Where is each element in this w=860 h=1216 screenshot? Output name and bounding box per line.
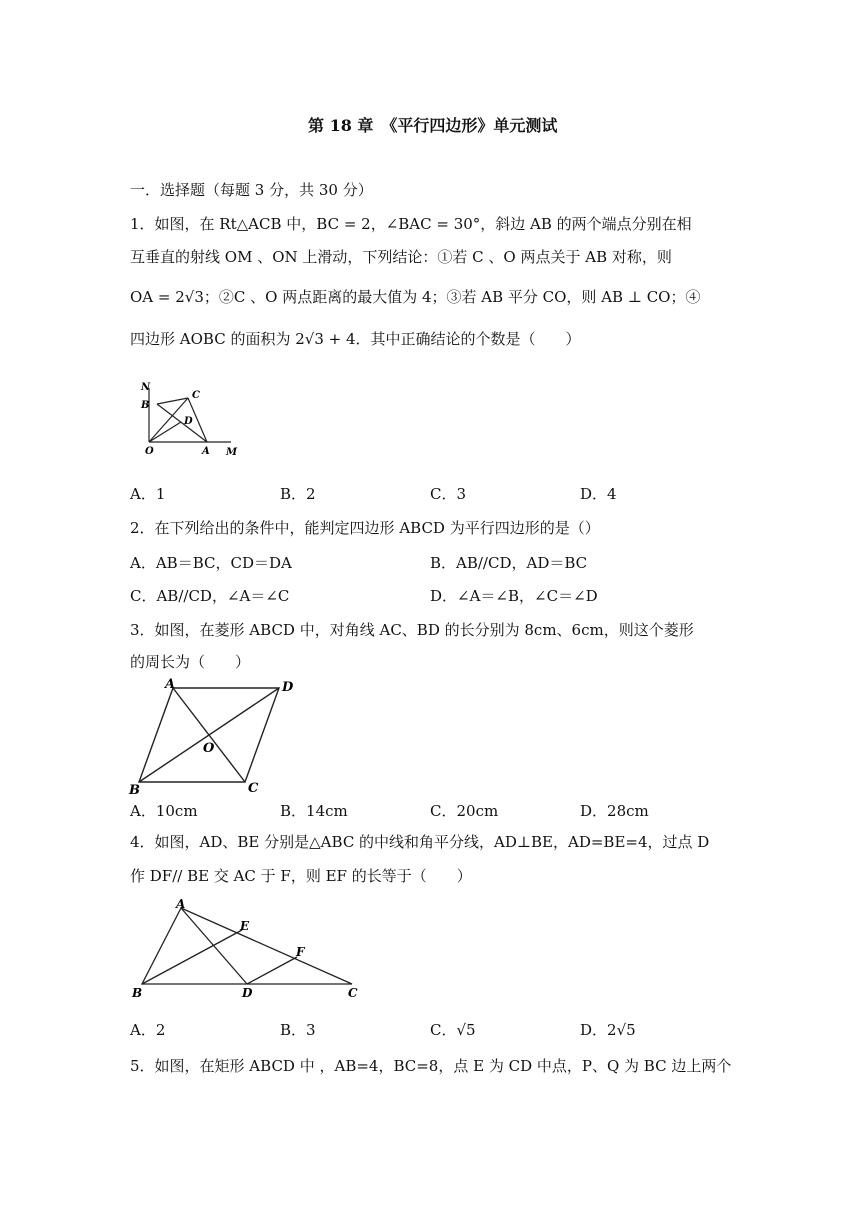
question-2-line-1: 2．在下列给出的条件中，能判定四边形 ABCD 为平行四边形的是（） — [130, 519, 600, 537]
question-1-line-3: OA = 2√3；②C 、O 两点距离的最大值为 4；③若 AB 平分 CO，则 AB ⊥ CO；④ — [130, 288, 701, 306]
fig4-label-e: E — [240, 919, 250, 933]
fig3-label-o: O — [203, 741, 215, 756]
fig1-label-n: N — [141, 382, 151, 393]
question-4-line-2: 作 DF// BE 交 AC 于 F，则 EF 的长等于（ ） — [130, 867, 472, 885]
figure-q1 — [135, 378, 250, 460]
q3-option-c[interactable]: C．20cm — [430, 802, 499, 820]
fig3-label-b: B — [129, 783, 140, 798]
q3-option-d[interactable]: D．28cm — [580, 802, 649, 820]
question-4-line-1: 4．如图，AD、BE 分别是△ABC 的中线和角平分线，AD⊥BE，AD=BE=4，过点 D — [130, 833, 710, 851]
question-1-line-2: 互垂直的射线 OM 、ON 上滑动，下列结论：①若 C 、O 两点关于 AB 对称，则 — [130, 248, 672, 266]
page-title: 第 18 章 《平行四边形》单元测试 — [308, 116, 558, 135]
fig1-label-a: A — [202, 446, 210, 457]
q4-option-b[interactable]: B．3 — [280, 1021, 316, 1039]
fig4-label-c: C — [348, 986, 358, 1000]
q1-option-b[interactable]: B．2 — [280, 485, 316, 503]
section-heading: 一．选择题（每题 3 分，共 30 分） — [130, 181, 373, 199]
fig3-label-d: D — [282, 680, 294, 695]
q1-option-d[interactable]: D．4 — [580, 485, 617, 503]
question-3-line-1: 3．如图，在菱形 ABCD 中，对角线 AC、BD 的长分别为 8cm、6cm，则这个菱形 — [130, 621, 694, 639]
fig1-label-d: D — [184, 416, 193, 427]
fig4-label-f: F — [296, 945, 305, 959]
figure-q4 — [128, 896, 364, 1002]
fig1-label-b: B — [141, 400, 150, 411]
q3-option-a[interactable]: A．10cm — [130, 802, 198, 820]
question-3-line-2: 的周长为（ ） — [130, 653, 251, 671]
fig3-label-a: A — [165, 677, 176, 692]
q4-option-a[interactable]: A．2 — [130, 1021, 166, 1039]
fig3-label-c: C — [248, 781, 259, 796]
question-1-line-1: 1．如图，在 Rt△ACB 中，BC = 2，∠BAC = 30°，斜边 AB 的两个端点分别在相 — [130, 215, 692, 233]
q1-option-c[interactable]: C．3 — [430, 485, 467, 503]
fig1-label-o: O — [145, 446, 154, 457]
question-5-line-1: 5．如图，在矩形 ABCD 中 ，AB=4，BC=8，点 E 为 CD 中点，P、Q 为 BC 边上两个 — [130, 1057, 732, 1075]
fig4-label-d: D — [242, 986, 253, 1000]
question-1-line-4: 四边形 AOBC 的面积为 2√3 + 4．其中正确结论的个数是（ ） — [130, 330, 581, 348]
q2-option-d[interactable]: D．∠A＝∠B，∠C＝∠D — [430, 587, 598, 605]
q2-option-c[interactable]: C．AB//CD，∠A＝∠C — [130, 587, 290, 605]
figure-q3 — [125, 676, 305, 798]
q2-option-a[interactable]: A．AB＝BC，CD＝DA — [130, 554, 292, 572]
q2-option-b[interactable]: B．AB//CD，AD＝BC — [430, 554, 588, 572]
fig1-label-m: M — [226, 447, 238, 458]
q1-option-a[interactable]: A．1 — [130, 485, 166, 503]
fig4-label-b: B — [132, 986, 143, 1000]
fig1-label-c: C — [192, 390, 200, 401]
q4-option-d[interactable]: D．2√5 — [580, 1021, 636, 1039]
q3-option-b[interactable]: B．14cm — [280, 802, 348, 820]
q4-option-c[interactable]: C．√5 — [430, 1021, 476, 1039]
fig4-label-a: A — [176, 897, 186, 911]
